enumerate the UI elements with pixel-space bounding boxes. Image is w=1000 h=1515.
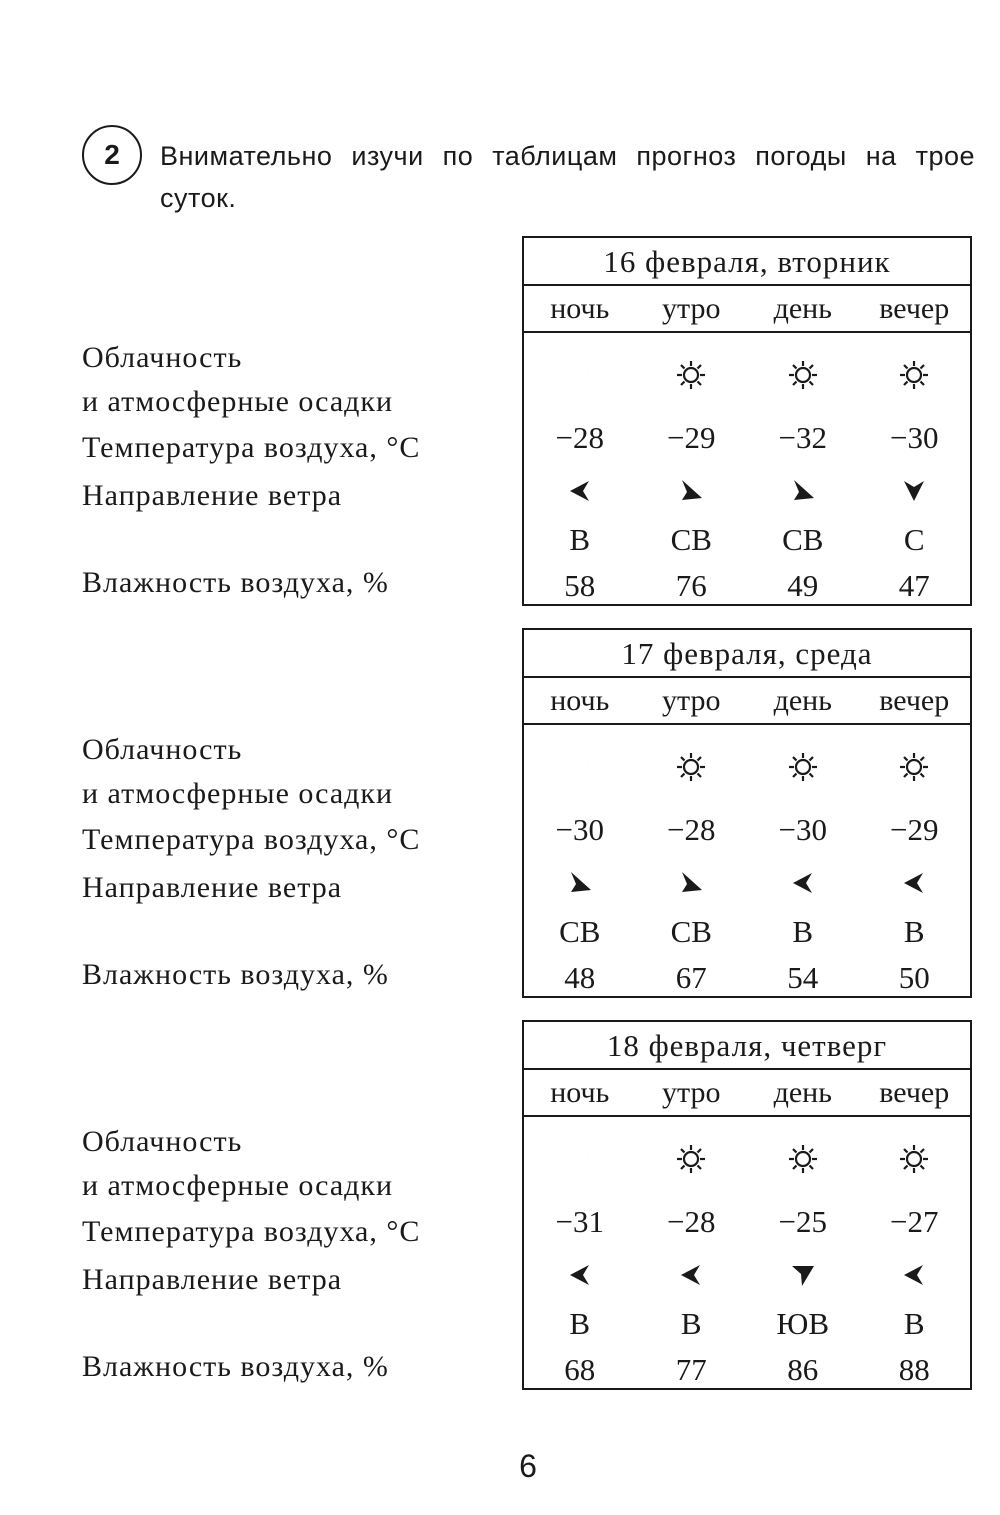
humidity-cell: 49	[787, 568, 819, 603]
temperature-cell: −30	[778, 812, 827, 847]
period-header: день	[773, 1076, 832, 1109]
arrow-down-icon	[899, 476, 929, 506]
humidity-row	[524, 1350, 970, 1390]
sun-icon	[897, 750, 931, 784]
period-header: утро	[662, 292, 721, 325]
moon-icon	[563, 750, 597, 784]
wind-direction-row	[524, 1304, 970, 1344]
humidity-cell: 88	[898, 1352, 930, 1387]
temperature-cell: −32	[778, 420, 827, 455]
arrow-left-icon	[565, 476, 595, 506]
forecast-table	[522, 628, 972, 998]
temperature-row	[524, 418, 970, 458]
period-header: ночь	[550, 1076, 610, 1109]
table-date: 18 февраля, четверг	[524, 1022, 970, 1070]
sun-icon	[786, 1142, 820, 1176]
humidity-cell: 50	[898, 960, 930, 995]
arrow-right-up-icon	[676, 868, 706, 898]
wind-direction-cell: С	[903, 522, 925, 557]
label-temperature: Температура воздуха, °C	[82, 431, 421, 464]
humidity-cell: 67	[675, 960, 707, 995]
label-temperature: Температура воздуха, °C	[82, 1215, 421, 1248]
label-precipitation: и атмосферные осадки	[82, 385, 394, 418]
temperature-cell: −29	[890, 812, 939, 847]
sun-icon	[674, 1142, 708, 1176]
temperature-cell: −29	[667, 420, 716, 455]
arrow-right-down-icon	[788, 1260, 818, 1290]
label-cloudiness: Облачность	[82, 1125, 243, 1158]
wind-direction-cell: В	[903, 1306, 925, 1341]
temperature-cell: −30	[890, 420, 939, 455]
sun-icon	[786, 358, 820, 392]
wind-direction-cell: СВ	[559, 914, 601, 949]
table-header-row	[524, 286, 970, 333]
table-date: 16 февраля, вторник	[524, 238, 970, 286]
label-cloudiness: Облачность	[82, 341, 243, 374]
arrow-right-up-icon	[676, 476, 706, 506]
period-header: ночь	[550, 292, 610, 325]
wind-direction-cell: В	[792, 914, 814, 949]
temperature-cell: −27	[890, 1204, 939, 1239]
temperature-cell: −31	[555, 1204, 604, 1239]
label-wind-direction: Направление ветра	[82, 479, 343, 512]
wind-direction-cell: В	[569, 1306, 591, 1341]
humidity-row	[524, 958, 970, 998]
label-humidity: Влажность воздуха, %	[82, 566, 389, 599]
forecast-block	[0, 236, 1000, 608]
row-labels	[82, 1020, 522, 1392]
humidity-cell: 68	[564, 1352, 596, 1387]
arrow-left-icon	[676, 1260, 706, 1290]
wind-direction-cell: В	[680, 1306, 702, 1341]
wind-arrow-row	[524, 868, 970, 904]
arrow-left-icon	[899, 1260, 929, 1290]
temperature-row	[524, 810, 970, 850]
temperature-cell: −28	[667, 812, 716, 847]
arrow-right-up-icon	[565, 868, 595, 898]
wind-direction-row	[524, 520, 970, 560]
label-cloudiness: Облачность	[82, 733, 243, 766]
cloud-row	[524, 1142, 970, 1182]
wind-direction-cell: В	[569, 522, 591, 557]
period-header: вечер	[879, 1076, 950, 1109]
table-date: 17 февраля, среда	[524, 630, 970, 678]
forecast-table	[522, 1020, 972, 1390]
wind-arrow-row	[524, 476, 970, 512]
period-header: утро	[662, 1076, 721, 1109]
task-number-badge: 2	[82, 125, 142, 185]
humidity-row	[524, 566, 970, 606]
wind-direction-cell: СВ	[670, 914, 712, 949]
moon-icon	[563, 1142, 597, 1176]
humidity-cell: 77	[675, 1352, 707, 1387]
row-labels	[82, 236, 522, 608]
label-precipitation: и атмосферные осадки	[82, 777, 394, 810]
table-header-row	[524, 678, 970, 725]
forecast-block	[0, 1020, 1000, 1392]
humidity-cell: 76	[675, 568, 707, 603]
humidity-cell: 58	[564, 568, 596, 603]
label-humidity: Влажность воздуха, %	[82, 958, 389, 991]
table-header-row	[524, 1070, 970, 1117]
temperature-cell: −25	[778, 1204, 827, 1239]
forecast-table	[522, 236, 972, 606]
period-header: день	[773, 684, 832, 717]
temperature-cell: −30	[555, 812, 604, 847]
label-humidity: Влажность воздуха, %	[82, 1350, 389, 1383]
arrow-left-icon	[565, 1260, 595, 1290]
temperature-cell: −28	[555, 420, 604, 455]
wind-direction-cell: В	[903, 914, 925, 949]
moon-icon	[563, 358, 597, 392]
sun-icon	[674, 750, 708, 784]
period-header: день	[773, 292, 832, 325]
arrow-left-icon	[788, 868, 818, 898]
wind-direction-cell: ЮВ	[776, 1306, 830, 1341]
wind-direction-row	[524, 912, 970, 952]
label-wind-direction: Направление ветра	[82, 871, 343, 904]
arrow-left-icon	[899, 868, 929, 898]
sun-icon	[897, 1142, 931, 1176]
sun-icon	[674, 358, 708, 392]
label-precipitation: и атмосферные осадки	[82, 1169, 394, 1202]
forecast-block	[0, 628, 1000, 1000]
label-wind-direction: Направление ветра	[82, 1263, 343, 1296]
row-labels	[82, 628, 522, 1000]
period-header: вечер	[879, 684, 950, 717]
wind-direction-cell: СВ	[782, 522, 824, 557]
humidity-cell: 48	[564, 960, 596, 995]
humidity-cell: 86	[787, 1352, 819, 1387]
sun-icon	[786, 750, 820, 784]
sun-icon	[897, 358, 931, 392]
humidity-cell: 47	[898, 568, 930, 603]
period-header: вечер	[879, 292, 950, 325]
task-instructions: Внимательно изучи по таблицам прогноз погоды на трое суток.	[160, 141, 975, 213]
cloud-row	[524, 358, 970, 398]
arrow-right-up-icon	[788, 476, 818, 506]
period-header: ночь	[550, 684, 610, 717]
wind-direction-cell: СВ	[670, 522, 712, 557]
label-temperature: Температура воздуха, °C	[82, 823, 421, 856]
wind-arrow-row	[524, 1260, 970, 1296]
page-number: 6	[519, 1448, 537, 1484]
cloud-row	[524, 750, 970, 790]
humidity-cell: 54	[787, 960, 819, 995]
temperature-cell: −28	[667, 1204, 716, 1239]
period-header: утро	[662, 684, 721, 717]
temperature-row	[524, 1202, 970, 1242]
